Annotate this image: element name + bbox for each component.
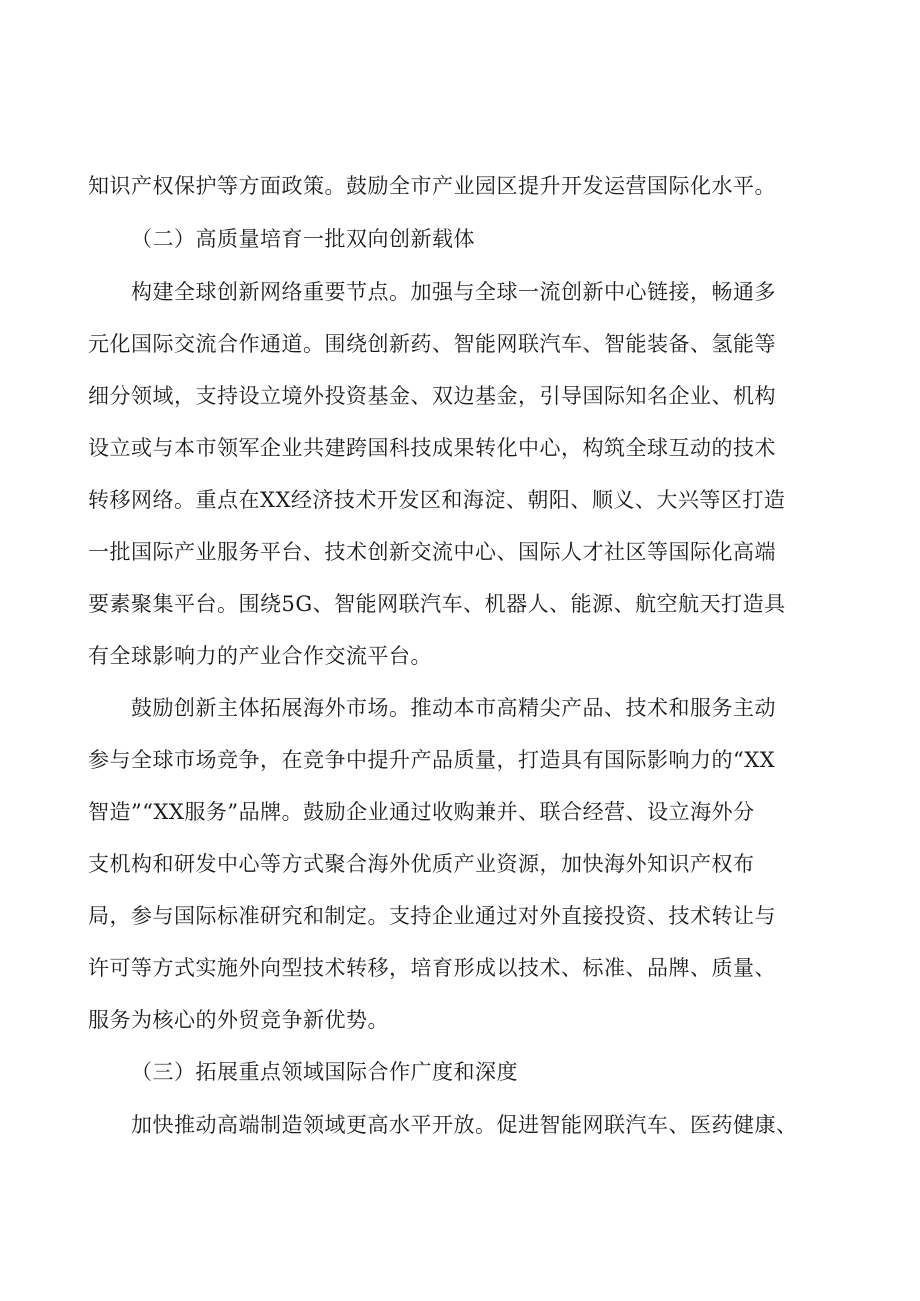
paragraph-line: 设立或与本市领军企业共建跨国科技成果转化中心，构筑全球互动的技术 [88, 436, 776, 460]
paragraph-line: 构建全球创新网络重要节点。加强与全球一流创新中心链接，畅通多 [131, 280, 776, 304]
paragraph-line: 元化国际交流合作通道。围绕创新药、智能网联汽车、智能装备、氢能等 [88, 332, 776, 356]
paragraph-line: 有全球影响力的产业合作交流平台。 [88, 644, 432, 668]
paragraph-line: 参与全球市场竞争，在竞争中提升产品质量，打造具有国际影响力的“XX [88, 748, 776, 772]
paragraph-line: 转移网络。重点在XX经济技术开发区和海淀、朝阳、顺义、大兴等区打造 [88, 488, 786, 512]
paragraph-line: 知识产权保护等方面政策。鼓励全市产业园区提升开发运营国际化水平。 [88, 174, 776, 198]
paragraph-line: 局，参与国际标准研究和制定。支持企业通过对外直接投资、技术转让与 [88, 904, 776, 928]
paragraph-line: 许可等方式实施外向型技术转移，培育形成以技术、标准、品牌、质量、 [88, 956, 776, 980]
paragraph-line: 服务为核心的外贸竞争新优势。 [88, 1008, 389, 1032]
paragraph-line: 要素聚集平台。围绕5G、智能网联汽车、机器人、能源、航空航天打造具 [88, 592, 786, 616]
section-heading: （三）拓展重点领域国际合作广度和深度 [131, 1060, 518, 1084]
paragraph-line: 鼓励创新主体拓展海外市场。推动本市高精尖产品、技术和服务主动 [131, 696, 776, 720]
paragraph-line: 支机构和研发中心等方式聚合海外优质产业资源，加快海外知识产权布 [88, 852, 755, 876]
paragraph-line: 智造”“XX服务”品牌。鼓励企业通过收购兼并、联合经营、设立海外分 [88, 800, 755, 824]
section-heading: （二）高质量培育一批双向创新载体 [131, 227, 475, 251]
paragraph-line: 细分领域，支持设立境外投资基金、双边基金，引导国际知名企业、机构 [88, 384, 776, 408]
paragraph-line: 一批国际产业服务平台、技术创新交流中心、国际人才社区等国际化高端 [88, 540, 776, 564]
paragraph-line: 加快推动高端制造领域更高水平开放。促进智能网联汽车、医药健康、 [131, 1113, 798, 1137]
